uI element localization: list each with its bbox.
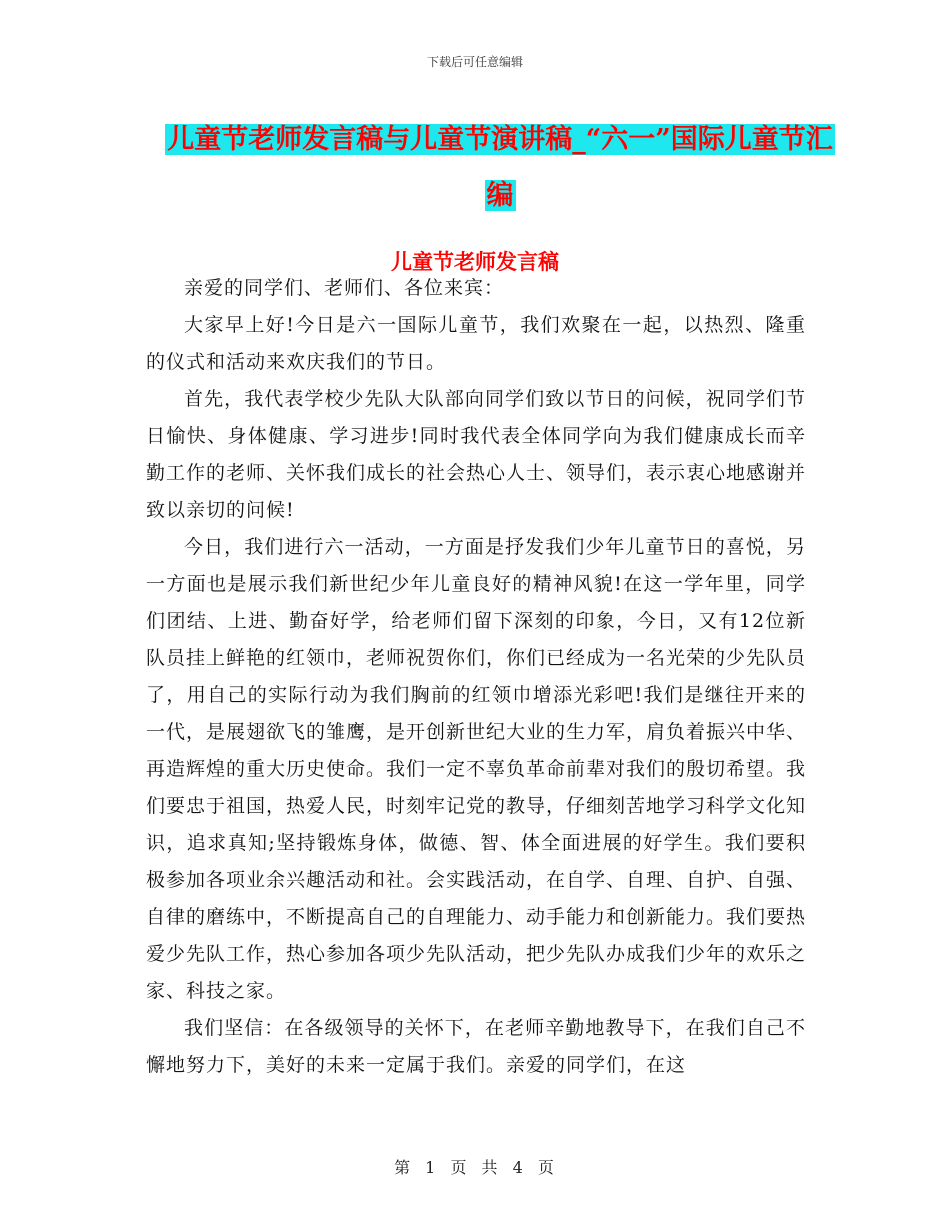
document-title-text: 儿童节老师发言稿与儿童节演讲稿_“六一”国际儿童节汇编 <box>167 124 833 211</box>
page-number-footer: 第 1 页 共 4 页 <box>394 1158 556 1177</box>
section-title: 儿童节老师发言稿 <box>391 249 559 274</box>
document-title <box>160 112 840 224</box>
paragraph: 首先，我代表学校少先队大队部向同学们致以节日的问候，祝同学们节日愉快、身体健康、学习进步!同时我代表全体同学向为我们健康成长而辛勤工作的老师、关怀我们成长的社会热心人士、领导们，表示衷心地感谢并致以亲切的问候! <box>146 388 807 521</box>
paragraph-salutation: 亲爱的同学们、老师们、各位来宾： <box>184 277 505 299</box>
document-body <box>146 270 806 1084</box>
paragraph: 今日，我们进行六一活动，一方面是抒发我们少年儿童节日的喜悦，另一方面也是展示我们新世纪少年儿童良好的精神风貌!在这一学年里，同学们团结、上进、勤奋好学，给老师们留下深刻的印象，今日，又有12位新队员挂上鲜艳的红领巾，老师祝贺你们，你们已经成为一名光荣的少先队员了，用自己的实际行动为我们胸前的红领巾增添光彩吧!我们是继往开来的一代，是展翅欲飞的雏鹰，是开创新世纪大业的生力军，肩负着振兴中华、再造辉煌的重大历史使命。我们一定不辜负革命前辈对我们的殷切希望。我们要忠于祖国，热爱人民，时刻牢记党的教导，仔细刻苦地学习科学文化知识，追求真知;坚持锻炼身体，做德、智、体全面进展的好学生。我们要积极参加各项业余兴趣活动和社。会实践活动，在自学、自理、自护、自强、自律的磨练中，不断提高自己的自理能力、动手能力和创新能力。我们要热爱少先队工作，热心参加各项少先队活动，把少先队办成我们少年的欢乐之家、科技之家。 <box>146 536 807 1002</box>
paragraph: 大家早上好!今日是六一国际儿童节，我们欢聚在一起，以热烈、隆重的仪式和活动来欢庆我们的节日。 <box>146 314 806 373</box>
page-header-note: 下载后可任意编辑 <box>426 55 523 69</box>
paragraph: 我们坚信：在各级领导的关怀下，在老师辛勤地教导下，在我们自己不懈地努力下，美好的未来一定属于我们。亲爱的同学们，在这 <box>146 1017 806 1076</box>
